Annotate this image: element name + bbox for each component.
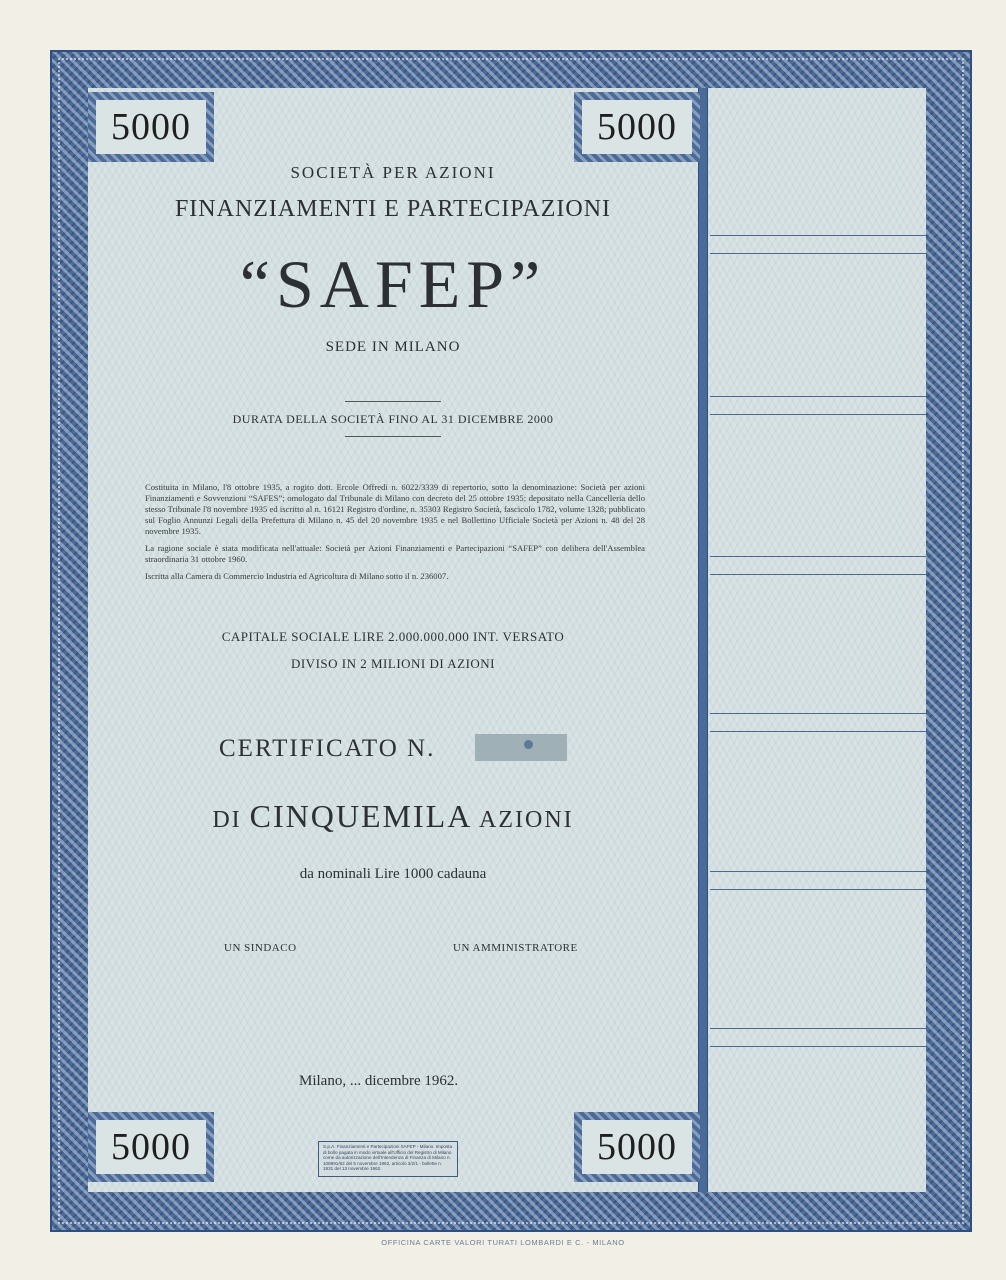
shares-suffix: AZIONI — [479, 807, 574, 833]
shares-statement — [88, 798, 698, 835]
shares-division-line: DIVISO IN 2 MILIONI DI AZIONI — [290, 656, 496, 671]
divider-rule — [345, 401, 441, 402]
tax-stamp-box: S.p.A. Finanziamenti e Partecipazioni SAFEP - Milano. Imposta di bollo pagata in modo virtuale all'Ufficio del Registro di Milano come da autorizzazione dell'Intendenza di Finanza di Milano n. 108991/62 del 5 novembre 1962, articolo 3/2/1 - bollette n. 1931 del 13 novembre 1962. — [318, 1141, 458, 1177]
coupon-line — [710, 235, 926, 236]
printer-credit: OFFICINA CARTE VALORI TURATI LOMBARDI E C. - MILANO — [381, 1238, 625, 1247]
capital-line: CAPITALE SOCIALE LIRE 2.000.000.000 INT. VERSATO — [221, 629, 565, 644]
denomination-value: 5000 — [582, 1120, 692, 1174]
coupon-line — [710, 1028, 926, 1029]
denomination-corner-top-right — [574, 92, 700, 162]
coupon-line — [710, 871, 926, 872]
coupon-line — [710, 556, 926, 557]
nominal-value: da nominali Lire 1000 cadauna — [299, 866, 487, 882]
coupon-line — [710, 889, 926, 890]
divider-rule — [345, 436, 441, 437]
company-seat: SEDE IN MILANO — [325, 339, 461, 355]
coupon-line — [710, 713, 926, 714]
denomination-corner-top-left — [88, 92, 214, 162]
signature-auditor: UN SINDACO — [224, 942, 297, 954]
company-brand: “SAFEP” — [239, 246, 547, 322]
legal-paragraph: La ragione sociale è stata modificata nell'attuale: Società per Azioni Finanziamenti e Partecipazioni “SAFEP” con delibera dell'Assemblea straordinaria 31 ottobre 1960. — [145, 543, 645, 564]
shares-prefix: DI — [212, 807, 242, 833]
coupon-line — [710, 396, 926, 397]
company-name: FINANZIAMENTI E PARTECIPAZIONI — [174, 196, 612, 222]
shares-word: CINQUEMILA — [249, 798, 473, 834]
signature-director: UN AMMINISTRATORE — [453, 942, 578, 954]
legal-paragraph: Costituita in Milano, l'8 ottobre 1935, a rogito dott. Ercole Offredi n. 6022/3339 di repertorio, sotto la denominazione: Società per azioni Finanziamenti e Sovvenzioni “SAFES”; omologato dal Tribunale di Milano con decreto del 25 ottobre 1935; depositato nella Cancelleria dello stesso Tribunale l'8 novembre 1935 ed iscritto al n. 16121 Registro d'ordine, n. 35303 Registro Società, fascicolo 1782, volume 1328; pubblicato sul Foglio Annunzi Legali della Prefettura di Milano n. 45 del 20 novembre 1935 e nel Bollettino Ufficiale Società per Azioni n. 48 del 28 novembre 1935. — [145, 482, 645, 536]
denomination-value: 5000 — [96, 1120, 206, 1174]
denomination-corner-bottom-left — [88, 1112, 214, 1182]
coupon-line — [710, 253, 926, 254]
certificate-label: CERTIFICATO N. — [219, 735, 436, 762]
certificate-number-field — [475, 734, 567, 761]
coupon-line — [710, 414, 926, 415]
legal-paragraph: Iscritta alla Camera di Commercio Industria ed Agricoltura di Milano sotto il n. 236007. — [145, 571, 449, 581]
issue-date: Milano, ... dicembre 1962. — [299, 1073, 459, 1089]
denomination-value: 5000 — [96, 100, 206, 154]
company-duration: DURATA DELLA SOCIETÀ FINO AL 31 DICEMBRE 2000 — [232, 412, 554, 426]
perforation-dot — [524, 740, 533, 749]
denomination-value: 5000 — [582, 100, 692, 154]
coupon-line — [710, 731, 926, 732]
legal-text — [145, 482, 645, 588]
company-type: SOCIETÀ PER AZIONI — [290, 163, 496, 182]
coupon-line — [710, 1046, 926, 1047]
coupon-line — [710, 574, 926, 575]
denomination-corner-bottom-right — [574, 1112, 700, 1182]
coupon-divider — [698, 88, 708, 1192]
